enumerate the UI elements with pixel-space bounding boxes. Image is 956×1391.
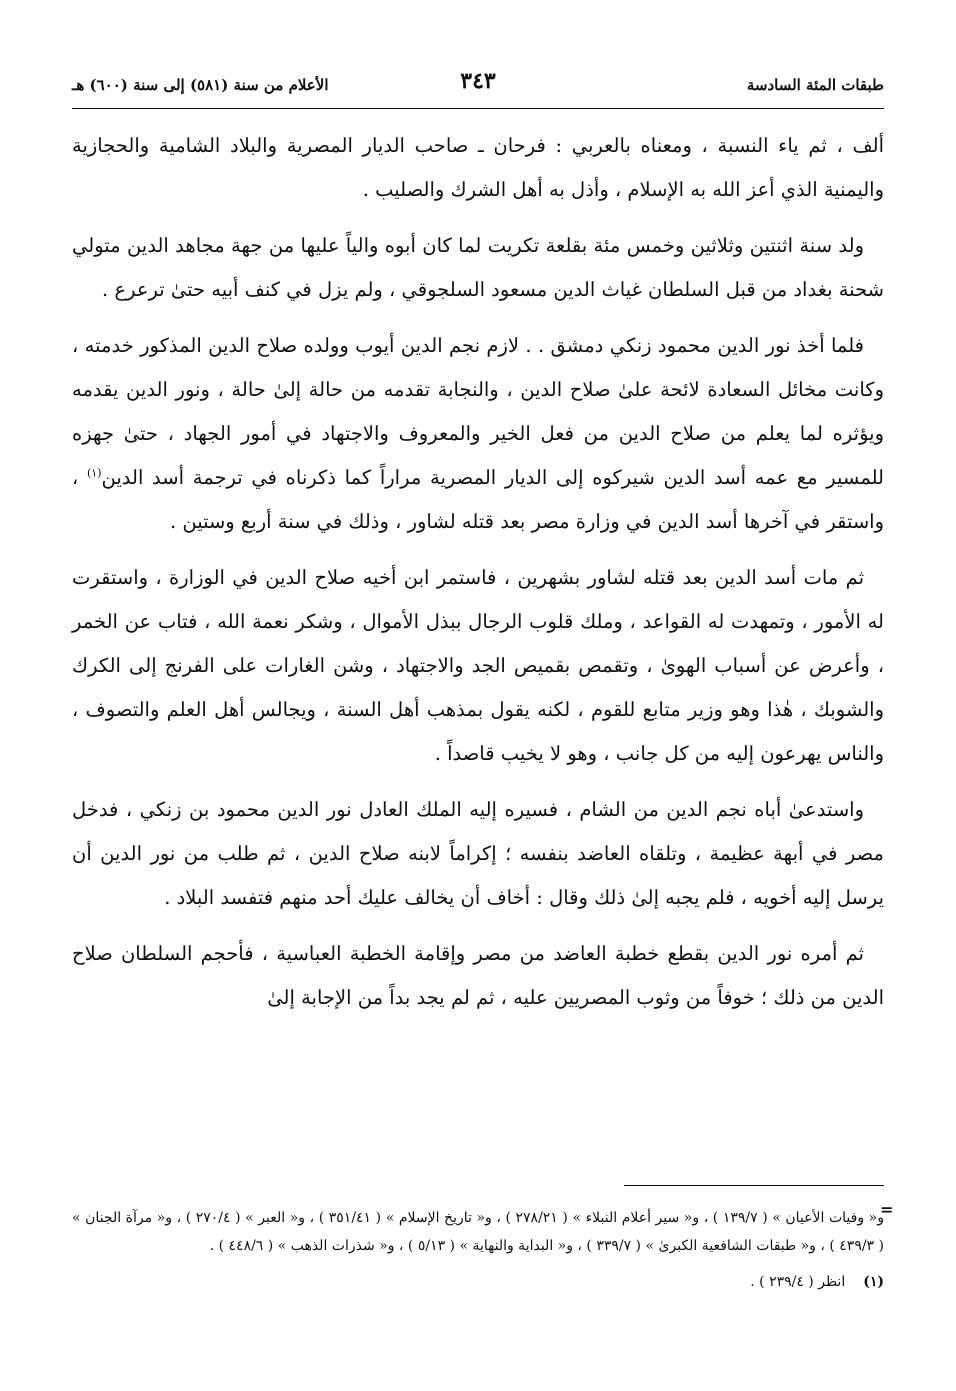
footnote-1 [72, 1268, 884, 1296]
footnote-reference[interactable]: (١) [86, 466, 102, 480]
header-divider [72, 108, 884, 109]
paragraph-text: فلما أخذ نور الدين محمود زنكي دمشق . . لازم نجم الدين أيوب وولده صلاح الدين المذكور خدمته ، وكانت مخائل السعادة لائحة علىٰ صلاح الدين ، والنجابة تقدمه من حالة إلىٰ حالة ، ونور الدين يقدمه ويؤثره لما يعلم من صلاح الدين من فعل الخير والمعروف والاجتهاد في أمور الجهاد ، حتىٰ جهزه للمسير مع عمه أسد الدين شيركوه إلى الديار المصرية مراراً كما ذكرناه في ترجمة أسد الدين [72, 334, 884, 489]
paragraph: ولد سنة اثنتين وثلاثين وخمس مئة بقلعة تكريت لما كان أبوه والياً عليها من جهة مجاهد الدين متولي شحنة بغداد من قبل السلطان غياث الدين مسعود السلجوقي ، ولم يزل في كنف أبيه حتىٰ ترعرع . [72, 234, 884, 301]
header-section-title: طبقات المئة السادسة [746, 76, 884, 94]
running-header [72, 68, 884, 104]
main-text [72, 124, 884, 1032]
footnote-number: (١) [863, 1274, 884, 1290]
page-number: ٣٤٣ [460, 68, 496, 94]
footnote-continuation-mark: = [880, 1200, 894, 1219]
footnote-continuation: و« وفيات الأعيان » ( ١٣٩/٧ ) ، و« سير أعلام النبلاء » ( ٢٧٨/٢١ ) ، و« تاريخ الإسلام » ( ٣٥١/٤١ ) ، و« العبر » ( ٢٧٠/٤ ) ، و« مرآة الجنان » ( ٤٣٩/٣ ) ، و« طبقات الشافعية الكبرىٰ » ( ٣٣٩/٧ ) ، و« البداية والنهاية » ( ٥/١٣ ) ، و« شذرات الذهب » ( ٤٤٨/٦ ) . [72, 1210, 884, 1254]
paragraph-text: ، واستقر في آخرها أسد الدين في وزارة مصر بعد قتله لشاور ، وذلك في سنة أربع وستين . [72, 466, 884, 533]
paragraph: واستدعىٰ أباه نجم الدين من الشام ، فسيره إليه الملك العادل نور الدين محمود بن زنكي ، فدخل مصر في أبهة عظيمة ، وتلقاه العاضد بنفسه ؛ إكراماً لابنه صلاح الدين ، ثم طلب من نور الدين أن يرسل إليه أخويه ، فلم يجبه إلىٰ ذلك وقال : أخاف أن يخالف عليك أحد منهم فتفسد البلاد . [72, 798, 884, 909]
footnote-divider [624, 1185, 884, 1186]
footnote-text: انظر ( ٢٣٩/٤ ) . [750, 1274, 846, 1290]
paragraph: ثم مات أسد الدين بعد قتله لشاور بشهرين ، فاستمر ابن أخيه صلاح الدين في الوزارة ، واستقرت له الأمور ، وتمهدت له القواعد ، وملك قلوب الرجال ببذل الأموال ، وشكر نعمة الله ، فتاب عن الخمر ، وأعرض عن أسباب الهوىٰ ، وتقمص بقميص الجد والاجتهاد ، وشن الغارات على الفرنج إلى الكرك والشوبك ، هٰذا وهو وزير متابع للقوم ، لكنه يقول بمذهب أهل السنة ، ويجالس أهل العلم والتصوف ، والناس يهرعون إليه من كل جانب ، وهو لا يخيب قاصداً . [72, 566, 884, 765]
header-range-title: الأعلام من سنة (٥٨١) إلى سنة (٦٠٠) هـ [72, 76, 329, 94]
paragraph: ألف ، ثم ياء النسبة ، ومعناه بالعربي : فرحان ـ صاحب الديار المصرية والبلاد الشامية والحجازية واليمنية الذي أعز الله به الإسلام ، وأذل به أهل الشرك والصليب . [72, 134, 884, 201]
footnotes [72, 1204, 884, 1296]
paragraph: ثم أمره نور الدين بقطع خطبة العاضد من مصر وإقامة الخطبة العباسية ، فأحجم السلطان صلاح الدين من ذلك ؛ خوفاً من وثوب المصريين عليه ، ثم لم يجد بداً من الإجابة إلىٰ [72, 942, 884, 1009]
paragraph [72, 324, 884, 544]
